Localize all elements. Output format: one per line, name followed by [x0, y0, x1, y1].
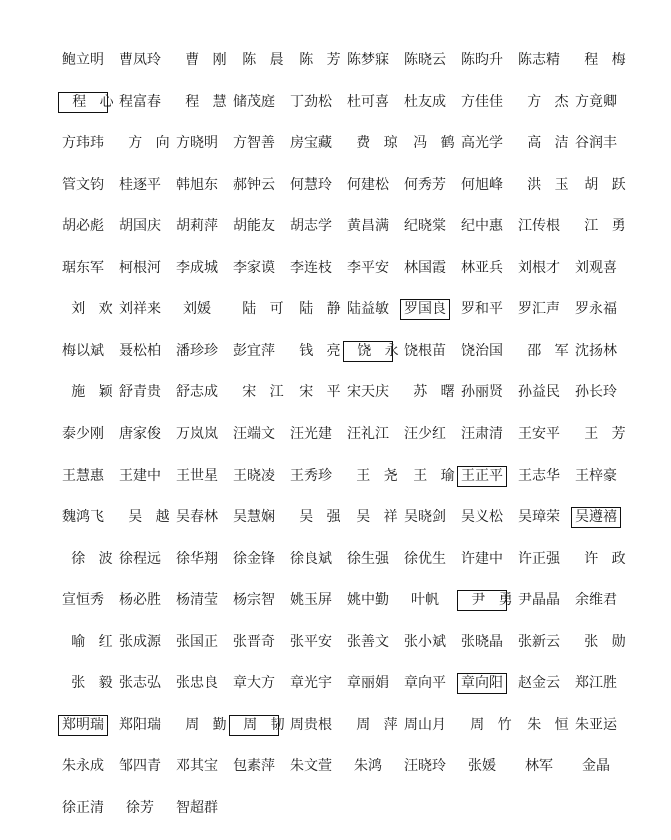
name-cell: 金晶: [582, 758, 610, 775]
name-cell: 王安平: [518, 425, 560, 442]
name-cell: 胡跃: [584, 176, 639, 193]
name-cell: 叶帆: [411, 592, 439, 609]
name-cell: 徐良斌: [290, 550, 332, 567]
name-cell: 智超群: [176, 799, 218, 816]
name-cell: 王志华: [518, 467, 560, 484]
name-cell: 吴璋荣: [518, 509, 560, 525]
name-cell: 徐芳: [126, 799, 154, 816]
name-cell: 汪晓玲: [404, 758, 446, 775]
name-cell: 韩旭东: [176, 176, 218, 193]
name-cell: 尹晶晶: [518, 592, 560, 609]
name-cell: 何建松: [347, 176, 389, 193]
name-cell: 王慧惠: [62, 467, 104, 484]
name-cell: 宋江: [242, 384, 297, 401]
name-cell: 洪玉: [527, 176, 582, 193]
name-cell: 吴越: [128, 509, 183, 525]
name-row: [0, 715, 671, 737]
name-row: [0, 50, 671, 72]
name-cell: 陆益敏: [347, 301, 389, 318]
name-row: [0, 424, 671, 446]
name-cell: 邵军: [527, 342, 582, 359]
name-cell: 朱文萱: [290, 758, 332, 775]
name-cell: 许政: [584, 550, 639, 567]
name-cell: 饶治国: [461, 342, 503, 359]
name-row: [0, 299, 671, 321]
name-cell: 孙丽贤: [461, 384, 503, 401]
name-cell: 施颖: [71, 384, 126, 401]
name-cell: 林国霞: [404, 259, 446, 276]
name-cell: 罗国良: [400, 299, 450, 320]
name-cell: 姚中勤: [347, 592, 389, 609]
name-cell: 费琼: [356, 135, 411, 152]
name-cell: 邹四青: [119, 758, 161, 775]
name-cell: 杜友成: [404, 93, 446, 110]
name-cell: 朱鸿: [354, 758, 382, 775]
name-cell: 章丽娟: [347, 675, 389, 692]
name-cell: 章向阳: [457, 673, 507, 694]
name-cell: 胡莉萍: [176, 218, 218, 235]
name-cell: 鲍立明: [62, 52, 104, 68]
name-cell: 聂松柏: [119, 342, 161, 359]
name-cell: 程慧: [185, 93, 240, 110]
name-cell: 张晋奇: [233, 633, 275, 650]
name-cell: 曹凤玲: [119, 52, 161, 68]
name-cell: 胡国庆: [119, 218, 161, 235]
name-cell: 邓其宝: [176, 758, 218, 775]
name-cell: 罗和平: [461, 301, 503, 318]
name-cell: 陆可: [242, 301, 297, 318]
name-cell: 李平安: [347, 259, 389, 276]
name-cell: 纪中惠: [461, 218, 503, 235]
name-cell: 孙长玲: [575, 384, 617, 401]
name-cell: 吴义松: [461, 509, 503, 525]
name-cell: 周竹: [470, 716, 525, 733]
name-row: [0, 175, 671, 197]
name-cell: 林军: [525, 758, 553, 775]
name-cell: 江传根: [518, 218, 560, 235]
name-row: [0, 92, 671, 114]
name-cell: 饶永: [343, 341, 393, 362]
name-cell: 郑江胜: [575, 675, 617, 692]
name-cell: 魏鸿飞: [62, 509, 104, 525]
name-row: [0, 798, 671, 820]
name-cell: 李连枝: [290, 259, 332, 276]
name-row: [0, 507, 671, 529]
name-cell: 何旭峰: [461, 176, 503, 193]
name-cell: 方向: [128, 135, 183, 152]
name-cell: 徐波: [71, 550, 126, 567]
name-cell: 周山月: [404, 716, 446, 733]
name-cell: 彭宜萍: [233, 342, 275, 359]
name-cell: 章光宇: [290, 675, 332, 692]
name-cell: 曹刚: [185, 52, 240, 68]
name-cell: 陈梦寐: [347, 52, 389, 68]
name-cell: 储茂庭: [233, 93, 275, 110]
name-cell: 汪端文: [233, 425, 275, 442]
name-cell: 黄昌满: [347, 218, 389, 235]
name-cell: 万岚岚: [176, 425, 218, 442]
name-cell: 姚玉屏: [290, 592, 332, 609]
name-cell: 王瑜: [413, 467, 468, 484]
name-cell: 张成源: [119, 633, 161, 650]
name-row: [0, 133, 671, 155]
name-cell: 梅以斌: [62, 342, 104, 359]
name-cell: 程梅: [584, 52, 639, 68]
name-cell: 周韧: [229, 715, 279, 736]
name-cell: 钱亮: [299, 342, 354, 359]
name-cell: 冯鹤: [413, 135, 468, 152]
name-cell: 胡能友: [233, 218, 275, 235]
name-cell: 陈志精: [518, 52, 560, 68]
name-cell: 王尧: [356, 467, 411, 484]
name-cell: 余维君: [575, 592, 617, 609]
name-cell: 方晓明: [176, 135, 218, 152]
name-cell: 谷润丰: [575, 135, 617, 152]
name-cell: 方智善: [233, 135, 275, 152]
name-cell: 王晓凌: [233, 467, 275, 484]
name-cell: 郝钟云: [233, 176, 275, 193]
name-cell: 江勇: [584, 218, 639, 235]
name-cell: 张媛: [468, 758, 496, 775]
name-cell: 王芳: [584, 425, 639, 442]
name-cell: 周勤: [185, 716, 240, 733]
name-cell: 徐华翔: [176, 550, 218, 567]
name-cell: 宋平: [299, 384, 354, 401]
name-cell: 张志弘: [119, 675, 161, 692]
name-cell: 吴晓剑: [404, 509, 446, 525]
name-cell: 刘根才: [518, 259, 560, 276]
name-cell: 汪光建: [290, 425, 332, 442]
name-row: [0, 590, 671, 612]
name-cell: 胡志学: [290, 218, 332, 235]
name-cell: 何秀芳: [404, 176, 446, 193]
name-cell: 王世星: [176, 467, 218, 484]
name-cell: 徐生强: [347, 550, 389, 567]
name-cell: 章向平: [404, 675, 446, 692]
name-cell: 王建中: [119, 467, 161, 484]
name-cell: 何慧玲: [290, 176, 332, 193]
name-cell: 沈扬林: [575, 342, 617, 359]
name-cell: 舒青贵: [119, 384, 161, 401]
name-cell: 尹勇: [457, 590, 507, 611]
name-cell: 张善文: [347, 633, 389, 650]
name-cell: 杜可喜: [347, 93, 389, 110]
name-cell: 丁劲松: [290, 93, 332, 110]
name-cell: 胡必彪: [62, 218, 104, 235]
name-cell: 张国正: [176, 633, 218, 650]
name-cell: 刘欢: [71, 301, 126, 318]
name-cell: 汪肃清: [461, 425, 503, 442]
name-cell: 宋天庆: [347, 384, 389, 401]
name-cell: 吴祥: [356, 509, 411, 525]
name-cell: 罗永福: [575, 301, 617, 318]
name-cell: 朱永成: [62, 758, 104, 775]
name-cell: 潘珍珍: [176, 342, 218, 359]
name-cell: 饶根苗: [404, 342, 446, 359]
name-cell: 杨宗智: [233, 592, 275, 609]
name-cell: 李家谟: [233, 259, 275, 276]
name-row: [0, 258, 671, 280]
name-cell: 陈芳: [299, 52, 354, 68]
name-cell: 汪少红: [404, 425, 446, 442]
name-cell: 张毅: [71, 675, 126, 692]
name-cell: 张平安: [290, 633, 332, 650]
name-cell: 方杰: [527, 93, 582, 110]
name-cell: 高洁: [527, 135, 582, 152]
name-cell: 汪礼江: [347, 425, 389, 442]
name-cell: 陆静: [299, 301, 354, 318]
name-cell: 程富春: [119, 93, 161, 110]
name-cell: 杨清莹: [176, 592, 218, 609]
name-cell: 徐程远: [119, 550, 161, 567]
name-cell: 郑明瑞: [58, 715, 108, 736]
name-cell: 方佳佳: [461, 93, 503, 110]
name-cell: 罗汇声: [518, 301, 560, 318]
name-cell: 方竟卿: [575, 93, 617, 110]
name-cell: 章大方: [233, 675, 275, 692]
name-cell: 桂逐平: [119, 176, 161, 193]
name-cell: 柯根河: [119, 259, 161, 276]
name-cell: 喻红: [71, 633, 126, 650]
name-row: [0, 549, 671, 571]
name-cell: 泰少刚: [62, 425, 104, 442]
name-cell: 王正平: [457, 466, 507, 487]
name-row: [0, 341, 671, 363]
name-cell: 陈晨: [242, 52, 297, 68]
name-cell: 张勋: [584, 633, 639, 650]
name-cell: 陈昀升: [461, 52, 503, 68]
name-cell: 张忠良: [176, 675, 218, 692]
name-row: [0, 673, 671, 695]
name-cell: 许正强: [518, 550, 560, 567]
name-cell: 苏曙: [413, 384, 468, 401]
name-cell: 李成城: [176, 259, 218, 276]
name-cell: 周萍: [356, 716, 411, 733]
name-cell: 琚东军: [62, 259, 104, 276]
name-cell: 程心: [58, 92, 108, 113]
name-row: [0, 216, 671, 238]
name-cell: 张晓晶: [461, 633, 503, 650]
name-cell: 高光学: [461, 135, 503, 152]
name-cell: 张小斌: [404, 633, 446, 650]
name-cell: 唐家俊: [119, 425, 161, 442]
name-cell: 杨必胜: [119, 592, 161, 609]
name-cell: 刘媛: [183, 301, 211, 318]
name-cell: 吴强: [299, 509, 354, 525]
name-cell: 陈晓云: [404, 52, 446, 68]
name-row: [0, 632, 671, 654]
name-cell: 宣恒秀: [62, 592, 104, 609]
name-row: [0, 756, 671, 778]
name-cell: 吴遵禧: [571, 507, 621, 528]
name-cell: 刘观喜: [575, 259, 617, 276]
name-cell: 方玮玮: [62, 135, 104, 152]
name-cell: 徐优生: [404, 550, 446, 567]
name-cell: 徐金锋: [233, 550, 275, 567]
name-cell: 舒志成: [176, 384, 218, 401]
name-cell: 张新云: [518, 633, 560, 650]
name-row: [0, 466, 671, 488]
name-row: [0, 382, 671, 404]
name-cell: 林亚兵: [461, 259, 503, 276]
name-cell: 郑阳瑞: [119, 716, 161, 733]
name-cell: 王秀珍: [290, 467, 332, 484]
name-cell: 管文钧: [62, 176, 104, 193]
name-cell: 房宝藏: [290, 135, 332, 152]
name-cell: 朱亚运: [575, 716, 617, 733]
name-cell: 王梓豪: [575, 467, 617, 484]
name-cell: 周贵根: [290, 716, 332, 733]
name-cell: 朱恒: [527, 716, 582, 733]
name-cell: 纪晓棠: [404, 218, 446, 235]
name-cell: 刘祥来: [119, 301, 161, 318]
name-cell: 包素萍: [233, 758, 275, 775]
name-cell: 吴慧娴: [233, 509, 275, 525]
name-cell: 徐正清: [62, 799, 104, 816]
name-cell: 许建中: [461, 550, 503, 567]
name-cell: 吴春林: [176, 509, 218, 525]
name-cell: 孙益民: [518, 384, 560, 401]
name-cell: 赵金云: [518, 675, 560, 692]
